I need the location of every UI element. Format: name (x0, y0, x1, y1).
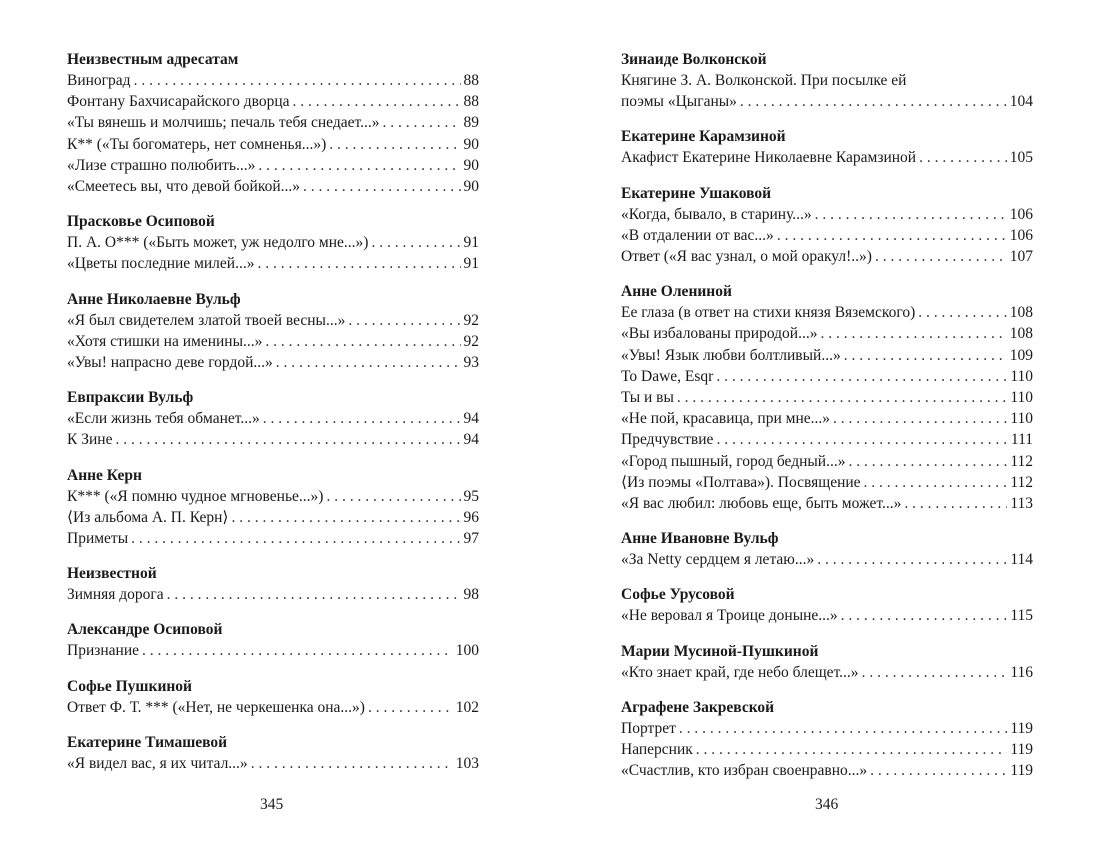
section-heading: Екатерине Карамзиной (621, 128, 786, 146)
toc-section (621, 49, 1033, 112)
dot-leader (293, 91, 461, 112)
entry-title: Фонтану Бахчисарайского дворца (67, 93, 290, 111)
section-heading: Аграфене Закревской (621, 698, 775, 716)
toc-entry[interactable] (67, 134, 479, 155)
entry-title: Предчувствие (621, 431, 714, 449)
entry-title: поэмы «Цыганы» (621, 93, 737, 111)
entry-page-number: 110 (1010, 389, 1033, 407)
dot-leader (167, 584, 461, 605)
right-page-contents (621, 49, 1033, 795)
entry-page-number: 95 (463, 487, 479, 505)
section-heading: Александре Осиповой (67, 621, 223, 639)
toc-entry[interactable] (67, 753, 479, 774)
toc-entry[interactable] (621, 549, 1033, 570)
entry-title: «Не веровал я Троице доныне...» (621, 607, 838, 625)
entry-title: П. А. О*** («Быть может, уж недолго мне...») (67, 234, 369, 252)
entry-page-number: 115 (1010, 607, 1033, 625)
toc-entry[interactable] (621, 718, 1033, 739)
entry-page-number: 97 (463, 530, 479, 548)
dot-leader (131, 528, 460, 549)
dot-leader (875, 246, 1007, 267)
toc-entry[interactable] (67, 640, 479, 661)
dot-leader (263, 408, 461, 429)
entry-page-number: 114 (1010, 551, 1033, 569)
entry-page-number: 91 (463, 234, 479, 252)
dot-leader (329, 134, 460, 155)
entry-title: «Не пой, красавица, при мне...» (621, 410, 831, 428)
entry-page-number: 108 (1009, 325, 1033, 343)
toc-section (621, 641, 1033, 683)
toc-entry[interactable] (67, 408, 479, 429)
entry-page-number: 92 (463, 311, 479, 329)
dot-leader (276, 352, 461, 373)
dot-leader (257, 253, 460, 274)
toc-entry[interactable] (67, 155, 479, 176)
dot-leader (844, 345, 1007, 366)
dot-leader (303, 176, 461, 197)
entry-line (621, 91, 1033, 112)
entry-title: «Хотя стишки на именины...» (67, 332, 263, 350)
toc-entry[interactable] (621, 662, 1033, 683)
toc-entry[interactable] (621, 387, 1033, 408)
entry-page-number: 113 (1010, 495, 1033, 513)
entry-page-number: 119 (1010, 719, 1033, 737)
section-heading: Евпраксии Вульф (67, 389, 194, 407)
dot-leader (862, 662, 1008, 683)
dot-leader (919, 147, 1007, 168)
page-number-left: 345 (260, 796, 284, 813)
entry-page-number: 110 (1010, 367, 1033, 385)
entry-page-number: 94 (463, 431, 479, 449)
entry-title: Ее глаза (в ответ на стихи князя Вяземского) (621, 304, 916, 322)
toc-entry[interactable] (621, 345, 1033, 366)
dot-leader (142, 640, 453, 661)
entry-page-number: 116 (1010, 663, 1033, 681)
entry-page-number: 90 (463, 178, 479, 196)
dot-leader (134, 70, 461, 91)
toc-entry[interactable] (621, 472, 1033, 493)
dot-leader (740, 91, 1007, 112)
toc-entry[interactable] (621, 408, 1033, 429)
toc-entry[interactable] (621, 366, 1033, 387)
toc-entry[interactable] (67, 486, 479, 507)
toc-section (67, 563, 479, 605)
dot-leader (231, 507, 460, 528)
section-heading: Марии Мусиной-Пушкиной (621, 642, 819, 660)
toc-section (67, 211, 479, 274)
section-heading: Зинаиде Волконской (621, 51, 767, 68)
entry-title: «Увы! Язык любви болтливый...» (621, 346, 841, 364)
section-heading: Екатерине Тимашевой (67, 733, 228, 751)
toc-entry[interactable] (621, 204, 1033, 225)
entry-page-number: 100 (455, 642, 479, 660)
entry-title: «Я вас любил: любовь еще, быть может...» (621, 495, 902, 513)
dot-leader (820, 323, 1006, 344)
toc-entry[interactable] (67, 528, 479, 549)
entry-title: «Город пышный, город бедный...» (621, 452, 846, 470)
dot-leader (679, 718, 1007, 739)
entry-title: Признание (67, 642, 140, 660)
entry-title: ⟨Из поэмы «Полтава»). Посвящение (621, 473, 861, 491)
toc-entry[interactable] (621, 225, 1033, 246)
toc-entry[interactable] (67, 112, 479, 133)
dot-leader (870, 760, 1007, 781)
entry-title: «В отдалении от вас...» (621, 226, 774, 244)
toc-section (67, 289, 479, 374)
toc-section (621, 183, 1033, 268)
dot-leader (848, 451, 1007, 472)
dot-leader (382, 112, 460, 133)
entry-page-number: 103 (455, 754, 479, 772)
dot-leader (833, 408, 1007, 429)
toc-entry[interactable] (67, 70, 479, 91)
toc-section (621, 584, 1033, 626)
entry-page-number: 93 (463, 354, 479, 372)
dot-leader (815, 204, 1007, 225)
entry-page-number: 91 (463, 255, 479, 273)
toc-entry[interactable] (67, 253, 479, 274)
entry-page-number: 111 (1010, 431, 1033, 449)
dot-leader (115, 429, 460, 450)
entry-page-number: 102 (455, 698, 479, 716)
toc-entry[interactable] (621, 451, 1033, 472)
entry-page-number: 96 (463, 508, 479, 526)
section-heading: Прасковье Осиповой (67, 213, 215, 231)
section-heading: Анне Керн (67, 466, 142, 484)
entry-title: Княгине З. А. Волконской. При посылке ей (621, 72, 907, 89)
entry-title: Наперсник (621, 741, 693, 759)
entry-title: To Dawe, Esqr (621, 367, 714, 385)
dot-leader (371, 232, 460, 253)
entry-title: К Зине (67, 431, 113, 449)
entry-page-number: 110 (1010, 410, 1033, 428)
toc-entry[interactable] (67, 176, 479, 197)
entry-title: Ты и вы (621, 389, 674, 407)
entry-page-number: 89 (463, 114, 479, 132)
toc-entry[interactable] (67, 91, 479, 112)
entry-title: «Счастлив, кто избран своенравно...» (621, 762, 868, 780)
entry-title: Зимняя дорога (67, 586, 164, 604)
dot-leader (841, 605, 1008, 626)
section-heading: Неизвестной (67, 565, 157, 583)
page-number-right: 346 (815, 796, 839, 813)
toc-entry[interactable] (621, 605, 1033, 626)
entry-page-number: 90 (463, 135, 479, 153)
entry-page-number: 94 (463, 410, 479, 428)
toc-entry[interactable] (621, 70, 1033, 112)
entry-title: «Когда, бывало, в старину...» (621, 205, 812, 223)
toc-entry[interactable] (67, 352, 479, 373)
entry-title: К*** («Я помню чудное мгновенье...») (67, 487, 324, 505)
entry-page-number: 109 (1009, 346, 1033, 364)
dot-leader (326, 486, 460, 507)
left-page-contents (67, 49, 479, 788)
section-heading: Анне Николаевне Вульф (67, 290, 241, 308)
dot-leader (777, 225, 1007, 246)
section-heading: Екатерине Ушаковой (621, 184, 772, 202)
dot-leader (817, 549, 1007, 570)
toc-entry[interactable] (67, 310, 479, 331)
toc-section (621, 126, 1033, 168)
entry-title: К** («Ты богоматерь, нет сомненья...») (67, 135, 327, 153)
entry-page-number: 90 (463, 156, 479, 174)
entry-page-number: 105 (1009, 149, 1033, 167)
entry-title: «Увы! напрасно деве гордой...» (67, 354, 273, 372)
toc-entry[interactable] (67, 429, 479, 450)
entry-title: «Я видел вас, я их читал...» (67, 754, 248, 772)
toc-entry[interactable] (67, 507, 479, 528)
toc-entry[interactable] (621, 739, 1033, 760)
toc-entry[interactable] (621, 302, 1033, 323)
dot-leader (864, 472, 1008, 493)
dot-leader (696, 739, 1008, 760)
entry-title: Приметы (67, 530, 129, 548)
toc-entry[interactable] (621, 493, 1033, 514)
toc-entry[interactable] (67, 697, 479, 718)
toc-entry[interactable] (67, 331, 479, 352)
toc-section (621, 528, 1033, 570)
entry-title: «Лизе страшно полюбить...» (67, 156, 256, 174)
dot-leader (904, 493, 1007, 514)
dot-leader (348, 310, 460, 331)
toc-section (67, 732, 479, 774)
toc-section (67, 387, 479, 450)
entry-title: «Ты вянешь и молчишь; печаль тебя снедает...» (67, 114, 380, 132)
toc-entry[interactable] (67, 584, 479, 605)
entry-page-number: 112 (1010, 452, 1033, 470)
entry-title: «Вы избалованы природой...» (621, 325, 818, 343)
entry-page-number: 106 (1009, 205, 1033, 223)
toc-section (67, 465, 479, 550)
dot-leader (918, 302, 1006, 323)
entry-page-number: 98 (463, 586, 479, 604)
entry-title: «Цветы последние милей...» (67, 255, 255, 273)
section-heading: Неизвестным адресатам (67, 51, 239, 68)
entry-line (621, 70, 1033, 91)
toc-entry[interactable] (67, 232, 479, 253)
entry-page-number: 112 (1010, 473, 1033, 491)
section-heading: Анне Ивановне Вульф (621, 530, 779, 548)
toc-entry[interactable] (621, 246, 1033, 267)
entry-title: Акафист Екатерине Николаевне Карамзиной (621, 149, 917, 167)
section-heading: Анне Олениной (621, 283, 732, 301)
section-heading: Софье Пушкиной (67, 677, 192, 695)
dot-leader (265, 331, 460, 352)
toc-entry[interactable] (621, 760, 1033, 781)
dot-leader (716, 429, 1007, 450)
entry-title: «Если жизнь тебя обманет...» (67, 410, 260, 428)
entry-title: ⟨Из альбома А. П. Керн⟩ (67, 508, 229, 526)
entry-title: Виноград (67, 72, 131, 89)
section-heading: Софье Урусовой (621, 586, 735, 604)
entry-title: «Я был свидетелем златой твоей весны...» (67, 311, 346, 329)
toc-section (621, 697, 1033, 782)
entry-title: «Кто знает край, где небо блещет...» (621, 663, 859, 681)
entry-title: Ответ Ф. Т. *** («Нет, не черкешенка она...») (67, 698, 365, 716)
dot-leader (677, 387, 1007, 408)
toc-section (67, 619, 479, 661)
entry-page-number: 106 (1009, 226, 1033, 244)
dot-leader (258, 155, 460, 176)
entry-title: «Смеетесь вы, что девой бойкой...» (67, 178, 300, 196)
entry-page-number: 92 (463, 332, 479, 350)
toc-section (67, 49, 479, 197)
entry-title: Ответ («Я вас узнал, о мой оракул!..») (621, 248, 872, 266)
entry-page-number: 104 (1009, 93, 1033, 111)
toc-section (67, 676, 479, 718)
entry-title: «За Netty сердцем я летаю...» (621, 551, 815, 569)
toc-entry[interactable] (621, 147, 1033, 168)
toc-section (621, 281, 1033, 514)
dot-leader (716, 366, 1007, 387)
toc-entry[interactable] (621, 429, 1033, 450)
entry-page-number: 119 (1010, 741, 1033, 759)
dot-leader (251, 753, 453, 774)
entry-page-number: 88 (463, 72, 479, 89)
entry-page-number: 108 (1009, 304, 1033, 322)
entry-title: Портрет (621, 719, 676, 737)
dot-leader (368, 697, 453, 718)
entry-page-number: 88 (463, 93, 479, 111)
entry-page-number: 119 (1010, 762, 1033, 780)
toc-entry[interactable] (621, 323, 1033, 344)
entry-page-number: 107 (1009, 248, 1033, 266)
